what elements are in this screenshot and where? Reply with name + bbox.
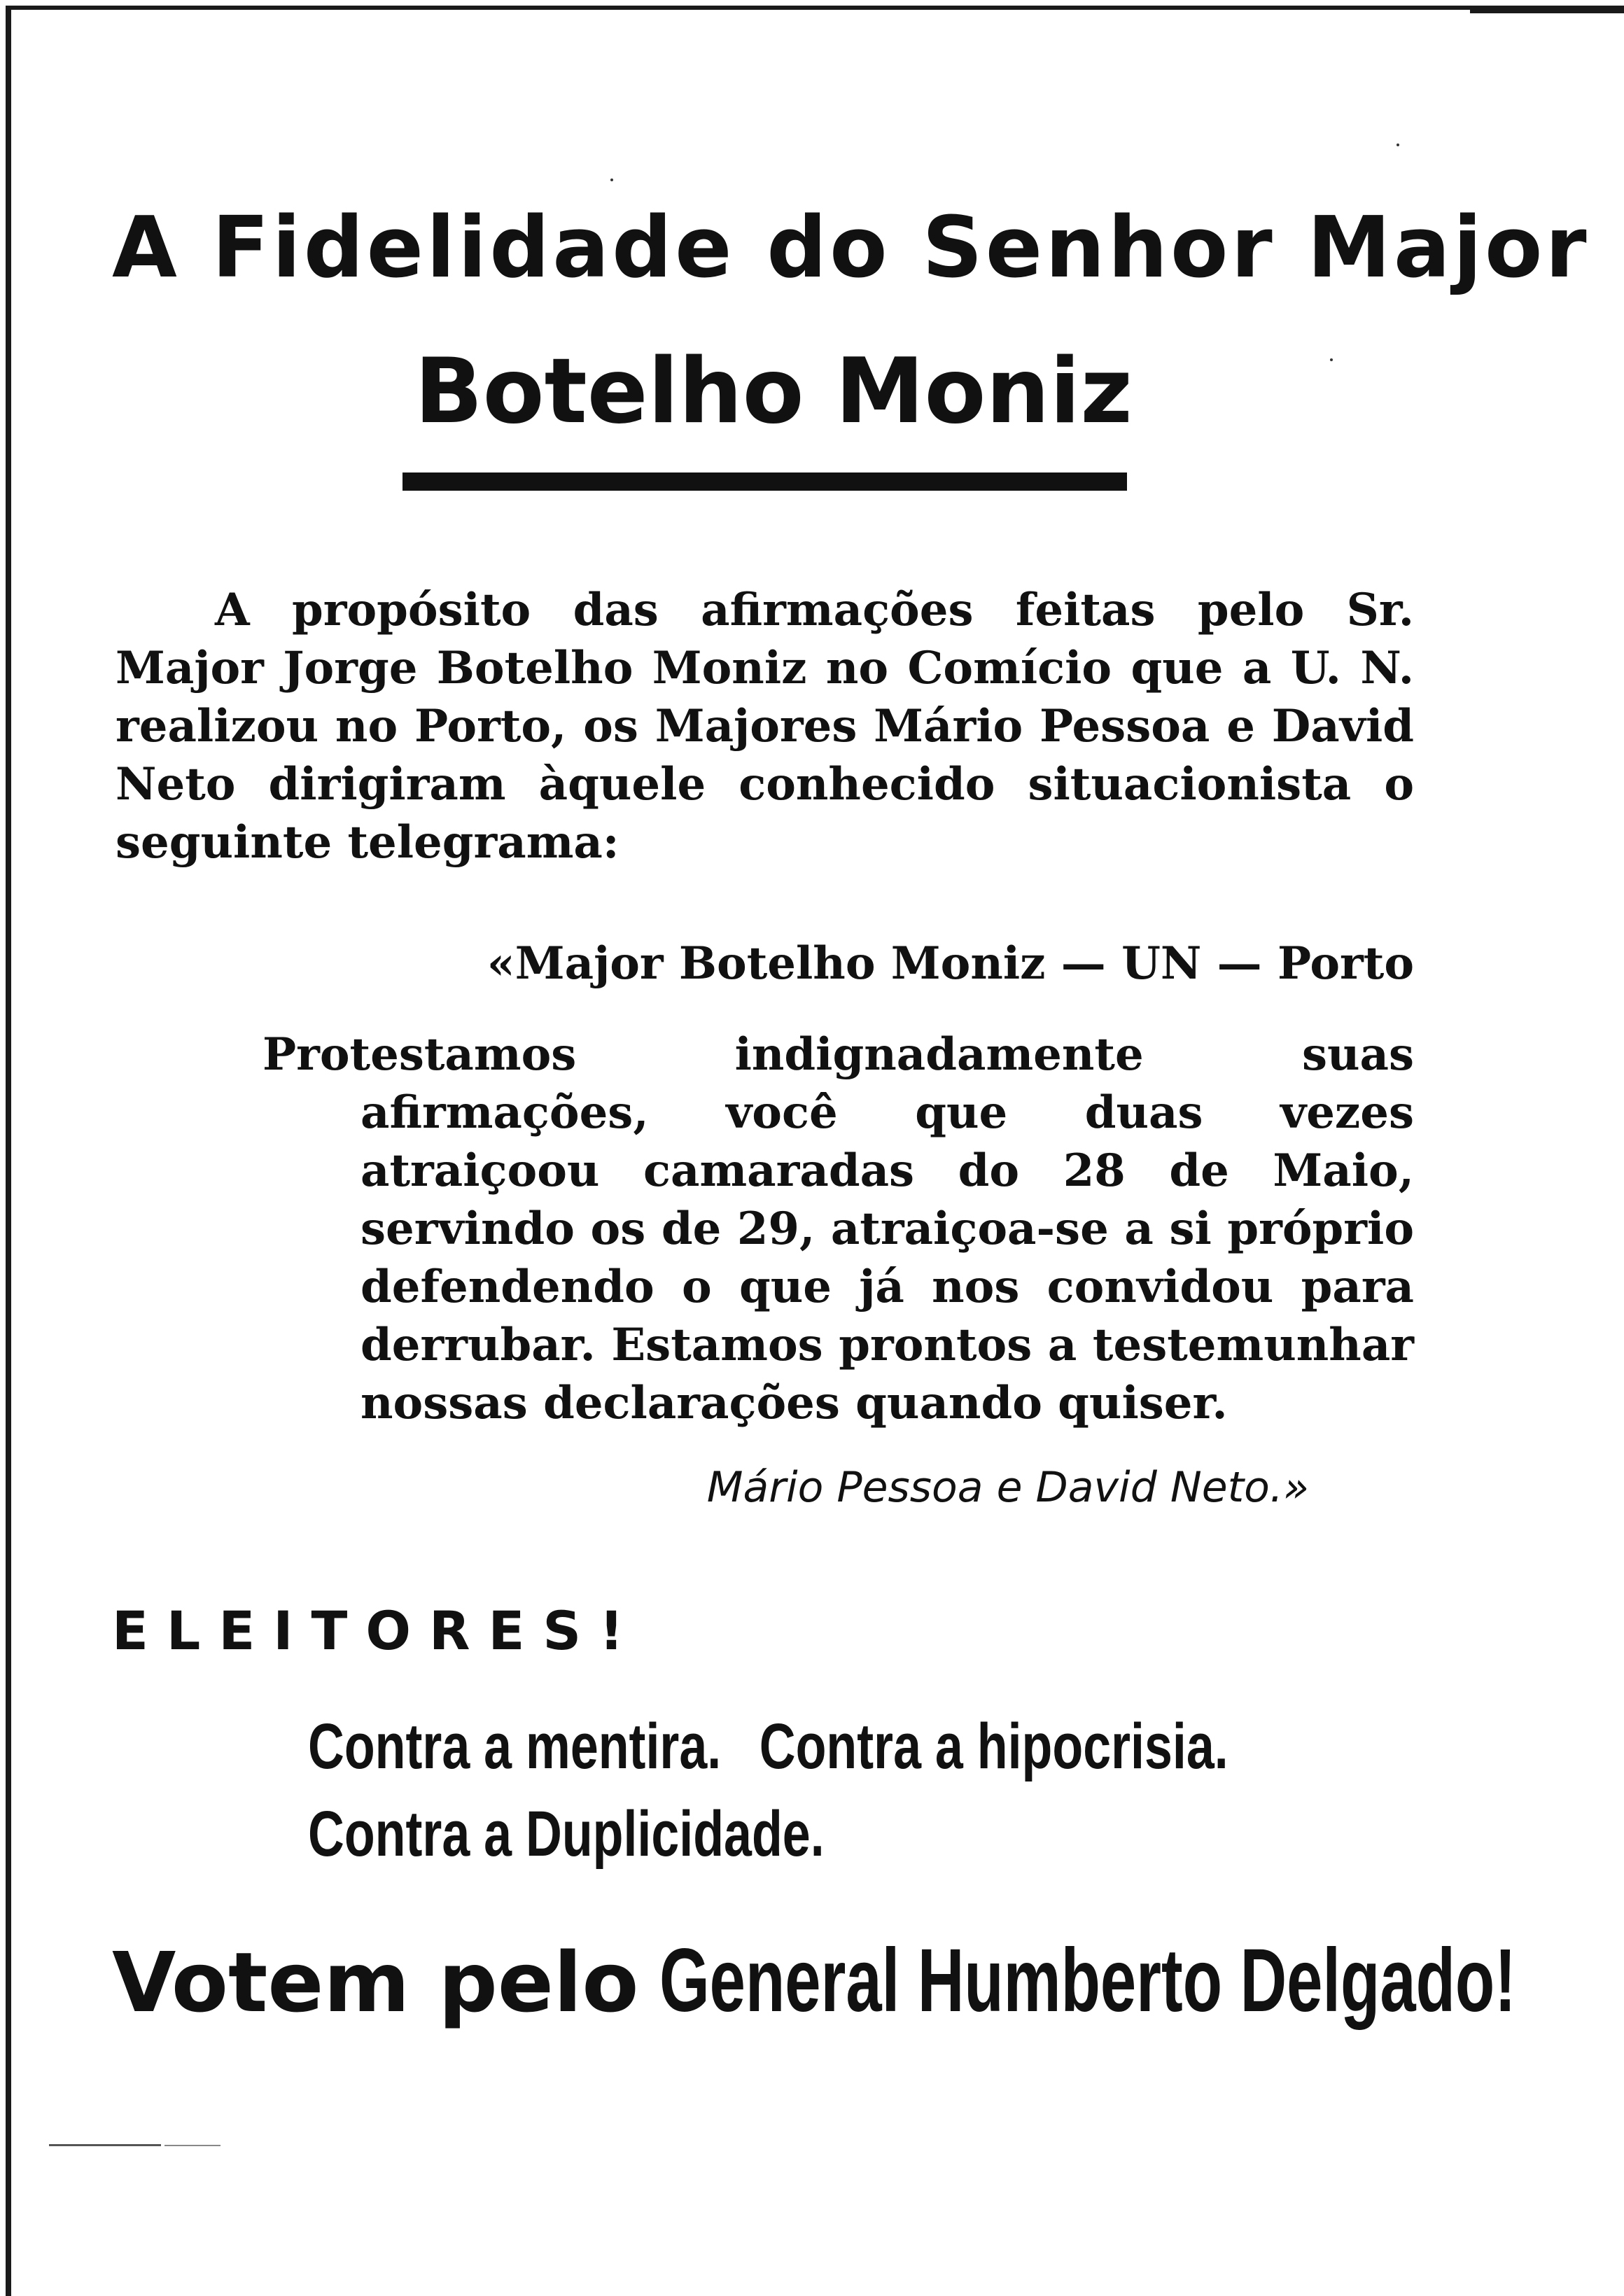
appeal-line-2: Contra a Duplicidade.	[308, 1798, 825, 1870]
title-line-1: A Fidelidade do Senhor Major	[112, 200, 1590, 297]
intro-paragraph: A propósito das afirmações feitas pelo Sr. Major Jorge Botelho Moniz no Comício que a U. N. realizou no Porto, os Majores Mário Pessoa e David Neto dirigiram àquele conhecido situacionista o seguinte telegrama:	[115, 584, 1414, 869]
appeal-against-hypocrisy: Contra a hipocrisia.	[759, 1711, 1228, 1782]
vote-slogan-candidate: General Humberto Delgado!	[659, 1931, 1516, 2031]
telegram-body: Protestamos indignadamente suas afirmações, você que duas vezes atraiçoou camaradas do 28 de Maio, servindo os de 29, atraiçoa-se a si próprio defendendo o que já nos convidou para derrubar. Estamos prontos a testemunhar nossas declarações quando quiser.	[262, 1028, 1414, 1429]
title-underline	[402, 472, 1127, 491]
scan-mark	[164, 2145, 220, 2146]
title-line-2: Botelho Moniz	[414, 340, 1133, 444]
appeal-line-1	[308, 1708, 1228, 1785]
scan-speck	[1330, 358, 1333, 361]
scan-speck	[1396, 144, 1399, 146]
scan-speck	[610, 178, 613, 181]
vote-slogan-lead: Votem pelo	[112, 1934, 639, 2031]
appeal-against-lies: Contra a mentira.	[308, 1711, 722, 1782]
vote-slogan	[112, 1932, 1624, 2033]
appeal-heading: ELEITORES!	[112, 1600, 642, 1662]
page-border-top	[6, 6, 1624, 10]
page-border-left	[6, 6, 11, 2296]
telegram-header: «Major Botelho Moniz — UN — Porto	[486, 937, 1414, 990]
page-border-top-edge	[1470, 7, 1624, 13]
telegram-signature: Mário Pessoa e David Neto.»	[706, 1463, 1309, 1512]
scan-mark	[49, 2144, 161, 2146]
